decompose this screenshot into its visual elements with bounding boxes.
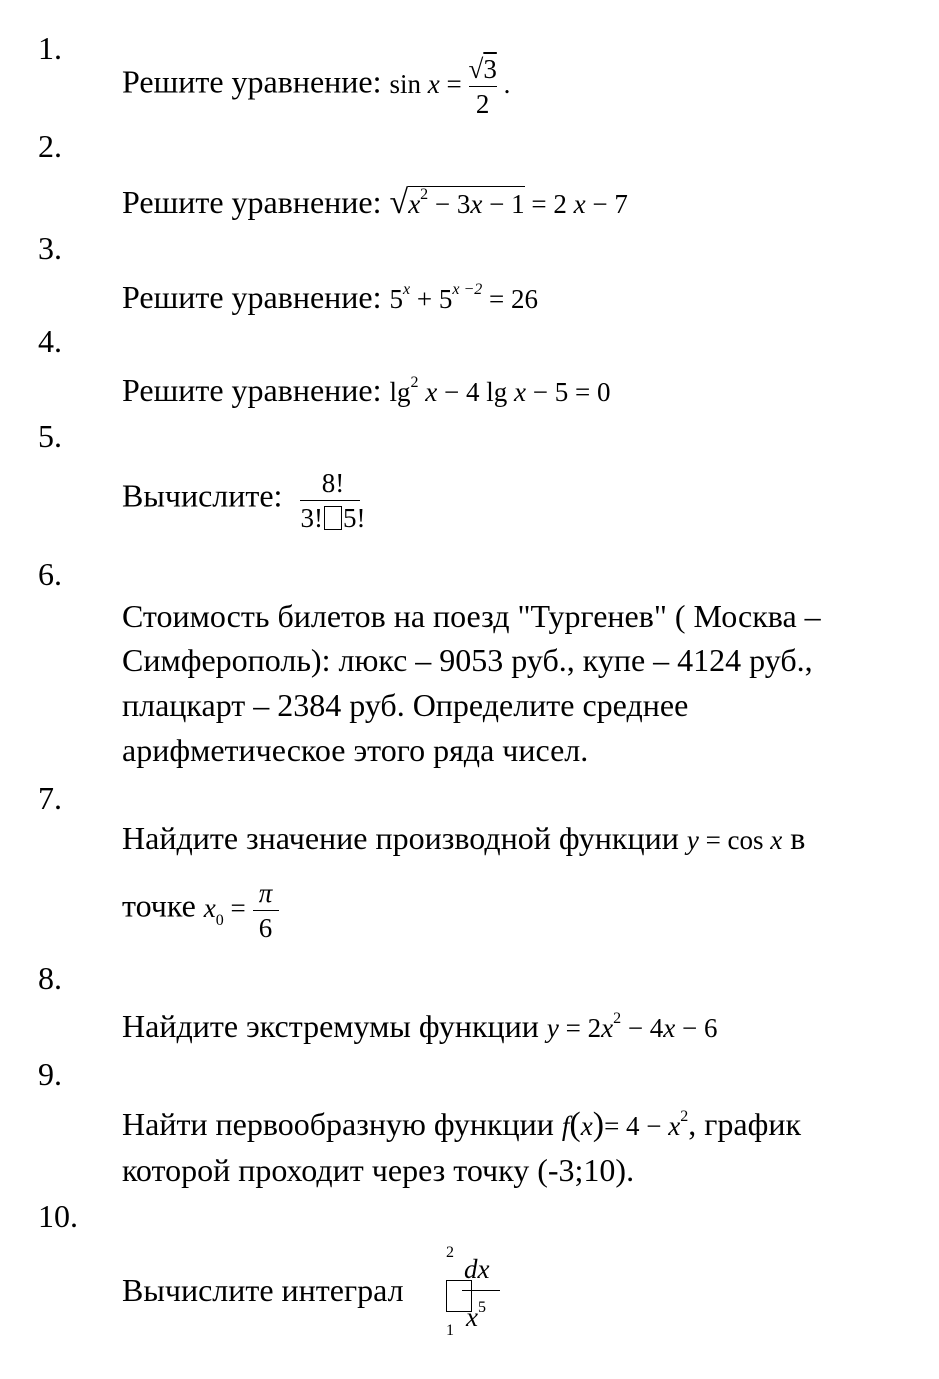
problem-label: Решите уравнение: (122, 184, 382, 220)
problem-number: 8. (38, 960, 62, 996)
formula: $f(x)= 4 - x^2$ (561, 1106, 689, 1143)
problem-label: Вычислите интеграл (122, 1272, 404, 1308)
problem-number: 2. (38, 128, 62, 164)
problem-number: 5. (38, 418, 62, 454)
problem-3 (122, 277, 538, 324)
problem-label: Найдите значение производной функции (122, 820, 679, 856)
problem-9 (122, 1104, 801, 1151)
problem-6-line-1: Стоимость билетов на поезд "Тургенев" ( Москва – (122, 598, 821, 634)
problem-1 (122, 52, 510, 121)
problem-5 (122, 466, 365, 535)
problem-4 (122, 370, 610, 417)
problem-number: 9. (38, 1056, 62, 1092)
problem-6-line-4: арифметическое этого ряда чисел. (122, 732, 589, 768)
formula: $y = 2x^2 - 4x - 6$ (546, 1010, 718, 1043)
problem-label: Найти первообразную функции (122, 1106, 554, 1142)
formula: y = cos x (686, 825, 783, 855)
problem-number: 4. (38, 323, 62, 359)
formula: $√x^2 - 3x - 1 = 2$ x − 7 (389, 184, 628, 221)
fraction-denominator: $x^5$ (466, 1299, 486, 1332)
problem-8 (122, 1006, 718, 1053)
problem-label: Решите уравнение: (122, 63, 382, 100)
integral-upper-limit: 2 (446, 1244, 454, 1261)
problem-10 (122, 1270, 404, 1310)
problem-number: 7. (38, 780, 62, 816)
formula: $\frac{8!}{3! 5!}$ (300, 468, 366, 533)
problem-label: Найдите экстремумы функции (122, 1008, 539, 1044)
problem-9-line-2: которой проходит через точку (-3;10). (122, 1152, 635, 1188)
problem-number: 3. (38, 230, 62, 266)
formula: $\lg^2 x - 4$ lg x − 5 = 0 (389, 374, 611, 407)
problem-6-line-2: Симферополь): люкс – 9053 руб., купе – 4124 руб., (122, 642, 813, 678)
fraction-bar (462, 1290, 500, 1291)
problem-label: Решите уравнение: (122, 279, 382, 315)
problem-label: , график (688, 1106, 801, 1142)
problem-7-point (122, 876, 279, 945)
problem-label: Решите уравнение: (122, 372, 382, 408)
problem-number: 6. (38, 556, 62, 592)
problem-6-line-3: плацкарт – 2384 руб. Определите среднее (122, 687, 689, 723)
problem-label: точке (122, 887, 196, 924)
problem-label: Вычислите: (122, 477, 283, 514)
problem-7 (122, 818, 805, 860)
formula: sin x = $\frac{√3}{2}$ . (389, 54, 511, 119)
fraction-numerator: dx (464, 1254, 490, 1284)
problem-2 (122, 182, 628, 229)
problem-label: в (790, 820, 806, 856)
formula: $x_0$ = $\frac{\pi}{6}$ (204, 893, 279, 923)
integral-lower-limit: 1 (446, 1322, 454, 1339)
formula: $5^x + 5^{x -2} = 26$ (389, 281, 538, 314)
integral-formula (442, 1244, 512, 1344)
problem-number: 10. (38, 1198, 78, 1234)
problem-number: 1. (38, 30, 62, 66)
